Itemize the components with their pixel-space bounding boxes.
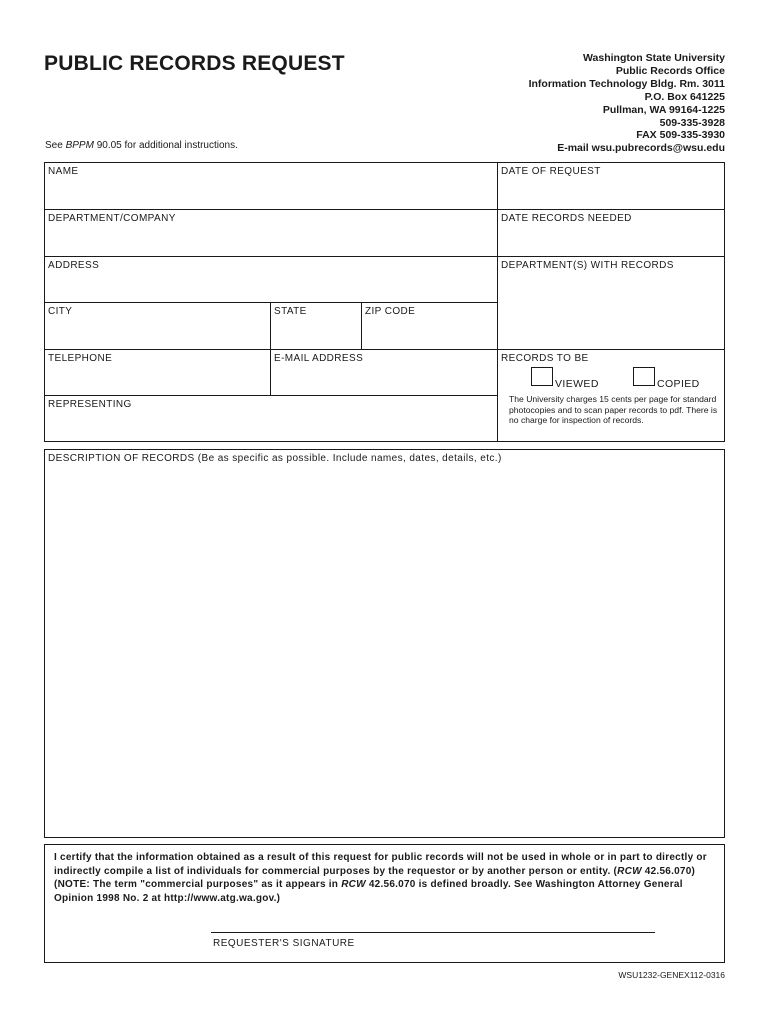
name-field[interactable] (44, 162, 498, 210)
office-line: FAX 509-335-3930 (636, 129, 725, 142)
departments-with-records-label: DEPARTMENT(S) WITH RECORDS (501, 260, 674, 271)
city-label: CITY (48, 306, 73, 317)
representing-field[interactable] (44, 395, 498, 442)
form-title: PUBLIC RECORDS REQUEST (44, 52, 345, 75)
description-label: DESCRIPTION OF RECORDS (Be as specific as possible. Include names, dates, details, etc.) (48, 453, 502, 464)
state-label: STATE (274, 306, 307, 317)
office-line: P.O. Box 641225 (644, 90, 725, 103)
date-of-request-label: DATE OF REQUEST (501, 166, 601, 177)
certification-text: I certify that the information obtained as a result of this request for public records will not be used in whole or in part to directly or indirectly compile a list of individuals for commercial purposes by the requestor or by another person or entity. (RCW 42.56.070) (NOTE: The term "commercial purposes" as it appears in RCW 42.56.070 is defined broadly. See Washington Attorney General Opinion 1998 No. 2 at http://www.atg.wa.gov.) (54, 852, 707, 904)
office-line: Information Technology Bldg. Rm. 3011 (528, 77, 725, 90)
viewed-checkbox[interactable] (531, 367, 553, 386)
copied-label: COPIED (657, 378, 700, 390)
office-line: 509-335-3928 (659, 116, 725, 129)
office-address-block (529, 52, 725, 155)
address-label: ADDRESS (48, 260, 100, 271)
email-address-label: E-MAIL ADDRESS (274, 353, 364, 364)
copied-checkbox[interactable] (633, 367, 655, 386)
department-company-label: DEPARTMENT/COMPANY (48, 213, 176, 224)
charge-note: The University charges 15 cents per page for standard photocopies and to scan paper records to pdf. There is no charge for inspection of records. (509, 394, 718, 426)
representing-label: REPRESENTING (48, 399, 132, 410)
date-records-needed-field[interactable] (497, 209, 725, 257)
records-to-be-label: RECORDS TO BE (501, 353, 589, 364)
state-field[interactable] (270, 302, 362, 350)
email-address-field[interactable] (270, 349, 498, 396)
telephone-field[interactable] (44, 349, 271, 396)
office-line: Public Records Office (615, 64, 725, 77)
bppm-reference: BPPM (65, 140, 94, 151)
instructions-note: See BPPM 90.05 for additional instructions. (45, 140, 238, 151)
name-label: NAME (48, 166, 79, 177)
signature-label: REQUESTER'S SIGNATURE (213, 938, 355, 949)
address-field[interactable] (44, 256, 498, 303)
telephone-label: TELEPHONE (48, 353, 113, 364)
office-email: E-mail wsu.pubrecords@wsu.edu (557, 142, 725, 155)
office-line: Washington State University (583, 52, 725, 64)
zip-code-field[interactable] (361, 302, 498, 350)
certification-section (44, 844, 725, 963)
date-records-needed-label: DATE RECORDS NEEDED (501, 213, 632, 224)
office-line: Pullman, WA 99164-1225 (602, 103, 725, 116)
form-number: WSU1232-GENEX112-0316 (618, 970, 725, 980)
zip-code-label: ZIP CODE (365, 306, 416, 317)
departments-with-records-field[interactable] (497, 256, 725, 350)
department-company-field[interactable] (44, 209, 498, 257)
description-of-records-field[interactable] (44, 449, 725, 838)
records-to-be-section (497, 349, 725, 442)
viewed-label: VIEWED (555, 378, 599, 390)
city-field[interactable] (44, 302, 271, 350)
signature-line[interactable] (211, 932, 655, 933)
date-of-request-field[interactable] (497, 162, 725, 210)
